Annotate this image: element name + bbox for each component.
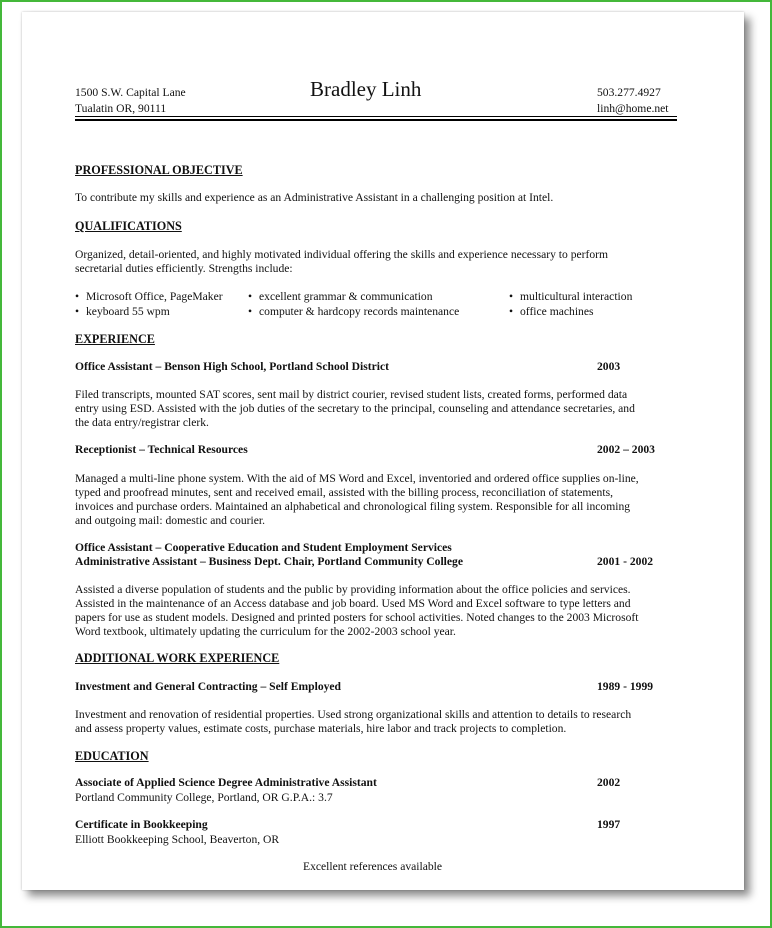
job-title: Office Assistant – Benson High School, Portland School District xyxy=(75,360,390,373)
job-years: 2002 – 2003 xyxy=(597,443,655,456)
job-description-line: papers for use as student models. Designed and printed posters for school activities. Noted changes to the 2003 Microsoft xyxy=(75,611,639,624)
job-title: Office Assistant – Cooperative Education and Student Employment Services xyxy=(75,541,452,554)
job-description-line: typed and proofread minutes, sent and received email, assisted with the billing process, reconciliation of statements, xyxy=(75,486,613,499)
address-line-2: Tualatin OR, 90111 xyxy=(75,102,167,115)
strength-item: • computer & hardcopy records maintenance xyxy=(248,305,459,319)
header-rule-thick xyxy=(75,119,677,121)
phone-number: 503.277.4927 xyxy=(597,86,661,99)
qualifications-intro-line-1: Organized, detail-oriented, and highly motivated individual offering the skills and experience necessary to perform xyxy=(75,248,609,261)
job-description-line: entry using ESD. Assisted with the job duties of the secretary to the principal, counseling and attendance secretaries, and xyxy=(75,402,635,415)
job-description-line: Managed a multi-line phone system. With the aid of MS Word and Excel, inventoried and ordered office supplies on-line, xyxy=(75,472,639,485)
job-description-line: and outgoing mail: domestic and courier. xyxy=(75,514,265,527)
job-description-line: Investment and renovation of residential properties. Used strong organizational skills and attention to details to research xyxy=(75,708,632,721)
job-description-line: and assess property values, estimate costs, purchase materials, hire labor and track projects to completion. xyxy=(75,722,567,735)
job-years: 1989 - 1999 xyxy=(597,680,654,693)
header-rule-thin xyxy=(75,116,677,117)
education-title: Associate of Applied Science Degree Administrative Assistant xyxy=(75,776,377,789)
address-line-1: 1500 S.W. Capital Lane xyxy=(75,86,186,99)
education-year: 2002 xyxy=(597,776,621,789)
job-title: Receptionist – Technical Resources xyxy=(75,443,248,456)
email-address: linh@home.net xyxy=(597,102,669,115)
job-years: 2003 xyxy=(597,360,621,373)
job-description-line: invoices and purchase orders. Maintained an alphabetical and chronological filing system. Responsible for all incoming xyxy=(75,500,631,513)
qualifications-heading: QUALIFICATIONS xyxy=(75,219,182,233)
strength-item: • excellent grammar & communication xyxy=(248,290,433,304)
education-school: Elliott Bookkeeping School, Beaverton, OR xyxy=(75,833,280,846)
education-school: Portland Community College, Portland, OR G.P.A.: 3.7 xyxy=(75,791,333,804)
job-description-line: Word textbook, ultimately updating the curriculum for the 2002-2003 school year. xyxy=(75,625,456,638)
strength-item: • office machines xyxy=(509,305,594,319)
strength-item: • multicultural interaction xyxy=(509,290,632,304)
job-title: Investment and General Contracting – Self Employed xyxy=(75,680,342,693)
objective-text: To contribute my skills and experience as an Administrative Assistant in a challenging position at Intel. xyxy=(75,191,554,204)
additional-experience-heading: ADDITIONAL WORK EXPERIENCE xyxy=(75,651,280,665)
strength-item: • keyboard 55 wpm xyxy=(75,305,170,319)
experience-heading: EXPERIENCE xyxy=(75,332,155,346)
job-description-line: the data entry/registrar clerk. xyxy=(75,416,209,429)
education-heading: EDUCATION xyxy=(75,749,149,763)
objective-heading: PROFESSIONAL OBJECTIVE xyxy=(75,163,243,177)
education-year: 1997 xyxy=(597,818,621,831)
job-years: 2001 - 2002 xyxy=(597,555,654,568)
job-description-line: Filed transcripts, mounted SAT scores, sent mail by district courier, revised student lists, created forms, performed data xyxy=(75,388,628,401)
strength-item: • Microsoft Office, PageMaker xyxy=(75,290,223,304)
job-description-line: Assisted in the maintenance of an Access database and job board. Used MS Word and Excel software to type letters and xyxy=(75,597,631,610)
job-title-secondary: Administrative Assistant – Business Dept. Chair, Portland Community College xyxy=(75,555,463,568)
education-title: Certificate in Bookkeeping xyxy=(75,818,208,831)
references-note: Excellent references available xyxy=(303,860,443,873)
job-description-line: Assisted a diverse population of students and the public by providing information about the office policies and services. xyxy=(75,583,631,596)
qualifications-intro-line-2: secretarial duties efficiently. Strengths include: xyxy=(75,262,293,275)
resume-name: Bradley Linh xyxy=(310,77,422,101)
